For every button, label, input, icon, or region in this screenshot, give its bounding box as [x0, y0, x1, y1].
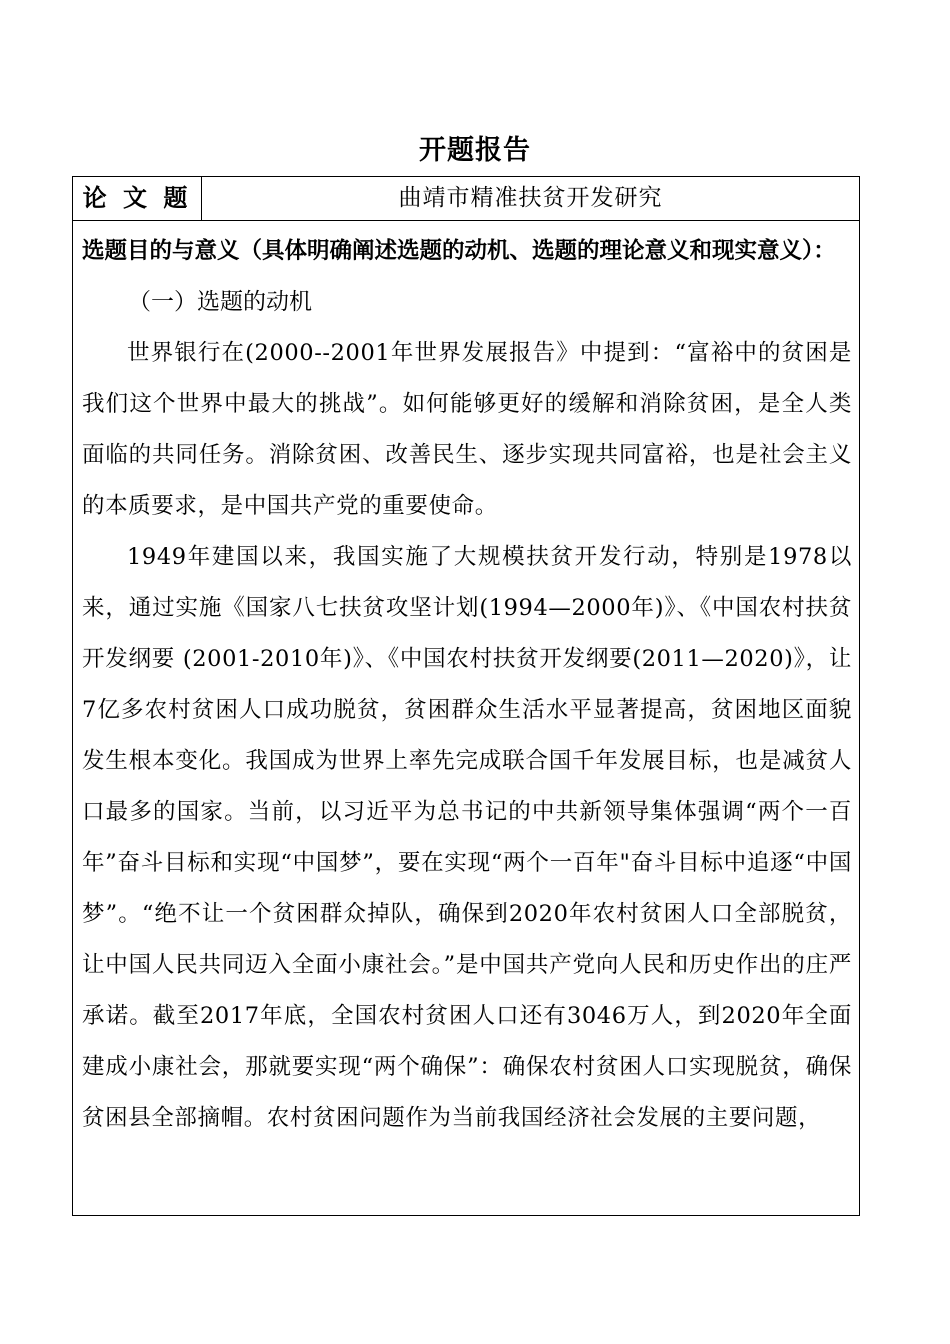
thesis-title-value: 曲靖市精准扶贫开发研究: [398, 185, 663, 211]
proposal-table: [72, 176, 860, 1216]
purpose-significance-section: [82, 226, 852, 1144]
thesis-title-row: [73, 177, 859, 221]
thesis-title-label: 论 文 题: [73, 177, 202, 220]
paragraph-poverty-alleviation: 1949年建国以来，我国实施了大规模扶贫开发行动，特别是1978以来，通过实施《国家八七扶贫攻坚计划(1994—2000年)》、《中国农村扶贫开发纲要 (2001-2010年)》、《中国农村扶贫开发纲要(2011—2020)》，让7亿多农村贫困人口成功脱贫，贫困群众生活水平显著提高，贫困地区面貌发生根本变化。我国成为世界上率先完成联合国千年发展目标，也是减贫人口最多的国家。当前，以习近平为总书记的中共新领导集体强调“两个一百年”奋斗目标和实现“中国梦”，要在实现“两个一百年"奋斗目标中追逐“中国梦”。“绝不让一个贫困群众掉队，确保到2020年农村贫困人口全部脱贫，让中国人民共同迈入全面小康社会。”是中国共产党向人民和历史作出的庄严承诺。截至2017年底，全国农村贫困人口还有3046万人，到2020年全面建成小康社会，那就要实现“两个确保”：确保农村贫困人口实现脱贫，确保贫困县全部摘帽。农村贫困问题作为当前我国经济社会发展的主要问题，: [82, 544, 852, 1131]
paragraph-world-bank: 世界银行在(2000--2001年世界发展报告》中提到：“富裕中的贫困是我们这个世界中最大的挑战”。如何能够更好的缓解和消除贫困，是全人类面临的共同任务。消除贫困、改善民生、逐步实现共同富裕，也是社会主义的本质要求，是中国共产党的重要使命。: [82, 340, 852, 519]
subsection-heading: （一）选题的动机: [128, 289, 312, 315]
page-title: 开题报告: [419, 135, 531, 166]
section-heading: 选题目的与意义（具体明确阐述选题的动机、选题的理论意义和现实意义）：: [82, 238, 836, 264]
